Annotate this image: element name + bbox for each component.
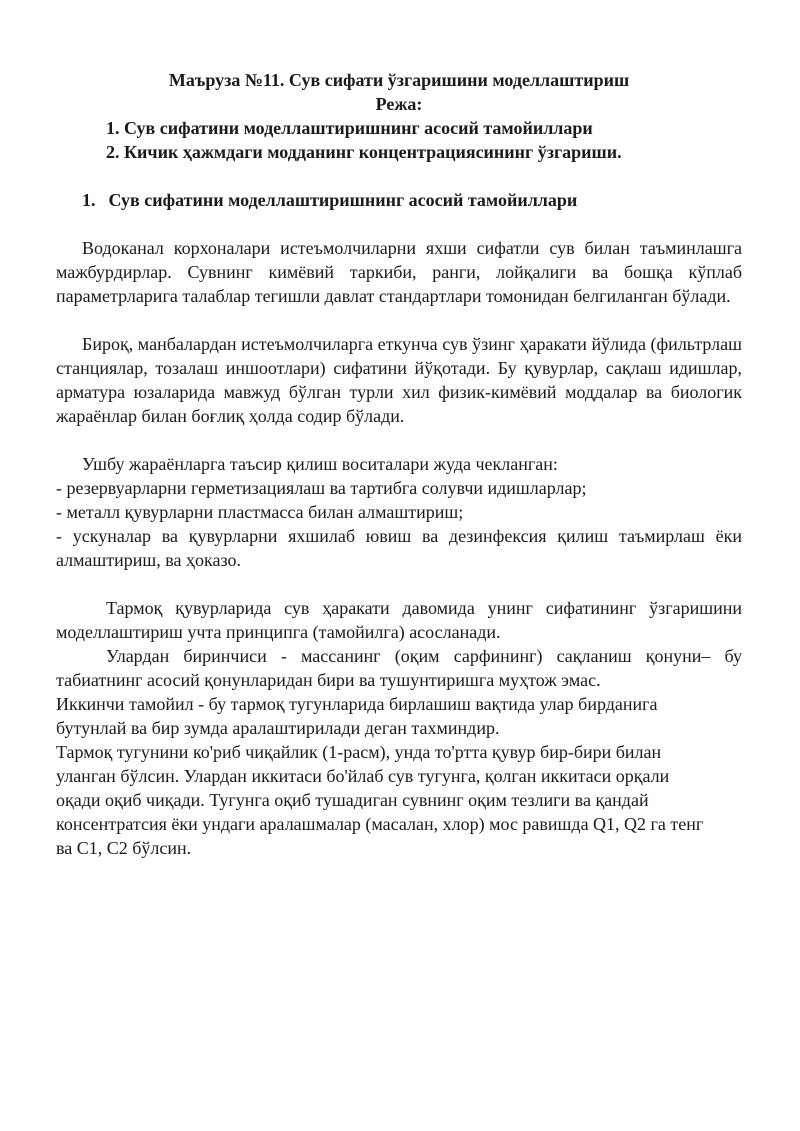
document-title: Маъруза №11. Сув сифати ўзгаришини моделлаштириш	[168, 70, 630, 90]
paragraph-4: Тармоқ қувурларида сув ҳаракати давомида унинг сифатининг ўзгаришини моделлаштириш учта принципга (тамойилга) асосланади.	[56, 598, 742, 642]
list-item-1: - резервуарларни герметизациялаш ва тартибга солувчи идишларлар;	[56, 478, 587, 498]
paragraph-1: Водоканал корхоналари истеъмолчиларни яхши сифатли сув билан таъминлашга мажбурдирлар. Сувнинг кимёвий таркиби, ранги, лойқалиги ва бошқа кўплаб параметрларига талаблар тегишли давлат стандартлари томонидан белгиланган бўлади.	[56, 238, 742, 306]
list-item-2: - металл қувурларни пластмасса билан алмаштириш;	[56, 502, 464, 522]
section-title: Сув сифатини моделлаштиришнинг асосий тамойиллари	[108, 190, 578, 210]
section-heading	[82, 188, 742, 212]
paragraph-7-line-5: ва C1, C2 бўлсин.	[56, 838, 192, 858]
document-page	[56, 68, 742, 860]
paragraph-2: Бироқ, манбалардан истеъмолчиларга еткунча сув ўзинг ҳаракати йўлида (фильтрлаш станциялар, тозалаш иншоотлари) сифатини йўқотади. Бу қувурлар, сақлаш идишлар, арматура юзаларида мавжуд бўлган турли хил физик-кимёвий моддалар ва биологик жараёнлар билан боғлиқ ҳолда содир бўлади.	[56, 334, 742, 426]
paragraph-7-line-3: оқади оқиб чиқади. Тугунга оқиб тушадиган сувнинг оқим тезлиги ва қандай	[56, 790, 649, 810]
paragraph-5: Улардан биринчиси - массанинг (оқим сарфининг) сақланиш қонуни– бу табиатнинг асосий қонунларидан бири ва тушунтиришга муҳтож эмас.	[56, 646, 742, 690]
paragraph-7-line-2: уланган бўлсин. Улардан иккитаси бо'йлаб сув тугунга, қолган иккитаси орқали	[56, 766, 670, 786]
plan-item-2: 2. Кичик ҳажмдаги модданинг концентрациясининг ўзгариши.	[106, 142, 622, 162]
list-item-3: - ускуналар ва қувурларни яхшилаб ювиш ва дезинфексия қилиш таъмирлаш ёки алмаштириш, ва ҳоказо.	[56, 526, 742, 570]
paragraph-3-intro: Ушбу жараёнларга таъсир қилиш воситалари жуда чекланган:	[82, 454, 558, 474]
plan-heading: Режа:	[375, 94, 423, 114]
section-number: 1.	[82, 190, 96, 210]
paragraph-6-line-1: Иккинчи тамойил - бу тармоқ тугунларида бирлашиш вақтида улар бирданига	[56, 694, 658, 714]
paragraph-7-line-1: Тармоқ тугунини ко'риб чиқайлик (1-расм), унда то'ртта қувур бир-бири билан	[56, 742, 662, 762]
paragraph-6-line-2: бутунлай ва бир зумда аралаштирилади деган тахминдир.	[56, 718, 500, 738]
plan-item-1: 1. Сув сифатини моделлаштиришнинг асосий тамойиллари	[106, 118, 593, 138]
paragraph-7-line-4: консентратсия ёки ундаги аралашмалар (масалан, хлор) мос равишда Q1, Q2 га тенг	[56, 814, 704, 834]
